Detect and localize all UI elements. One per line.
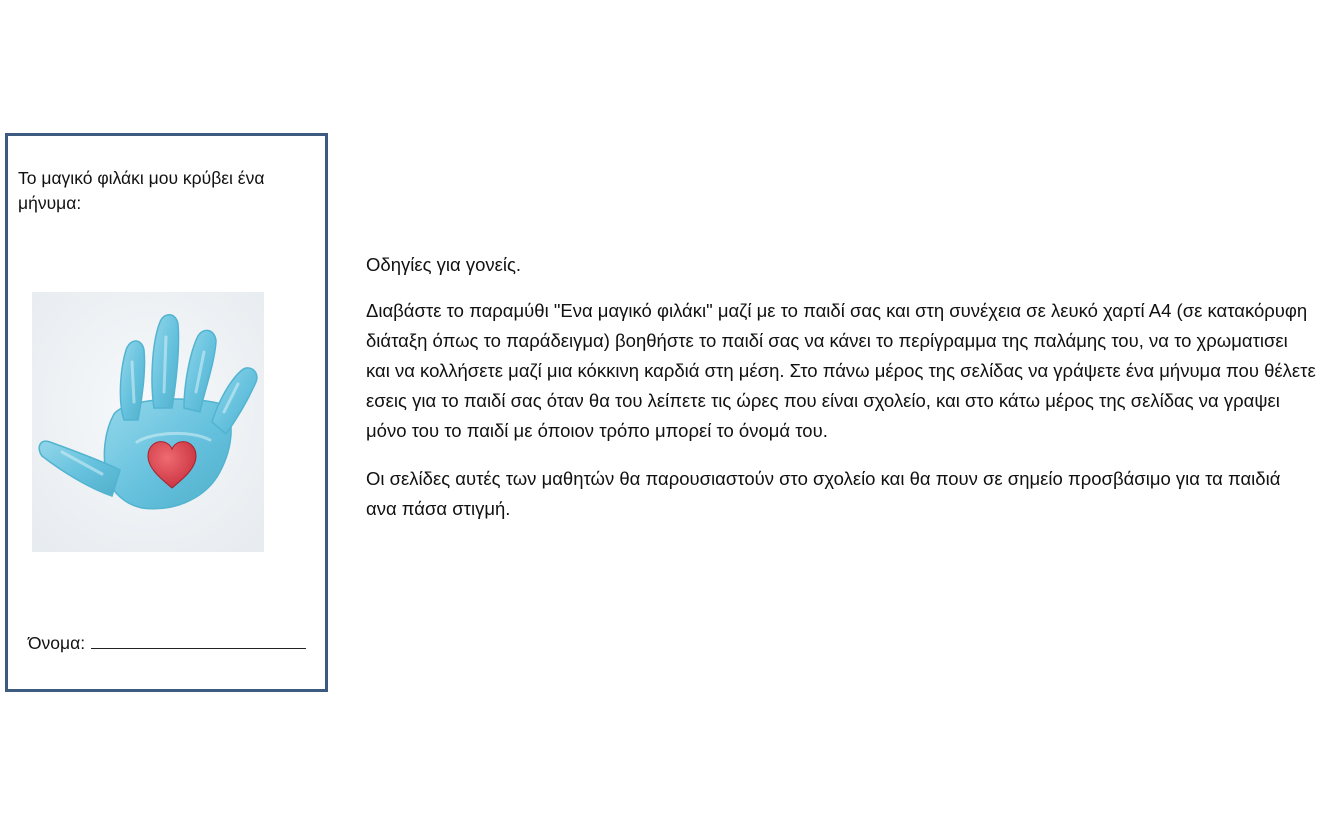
card-message-title: Το μαγικό φιλάκι μου κρύβει ένα μήνυμα: [18, 168, 265, 213]
instructions-paragraph-2: Οι σελίδες αυτές των μαθητών θα παρουσιαστούν στο σχολείο και θα πουν σε σημείο προσβάσιμο για τα παιδιά ανα πάσα στιγμή. [366, 468, 1281, 519]
parent-instructions [366, 250, 1316, 542]
name-label: Όνομα: [28, 633, 86, 653]
handprint-heart-image [32, 292, 264, 552]
example-card [5, 133, 328, 692]
instructions-paragraph-1: Διαβάστε το παραμύθι "Ενα μαγικό φιλάκι" μαζί με το παιδί σας και στη συνέχεια σε λευκό χαρτί Α4 (σε κατακόρυφη διάταξη όπως το παράδειγμα) βοηθήστε το παιδί σας να κάνει το περίγραμμα της παλάμης του, να το χρωματισει και να κολλήσετε μαζί μια κόκκινη καρδιά στη μέση. Στο πάνω μέρος της σελίδας να γράψετε ένα μήνυμα που θέλετε εσεις για το παιδί σας όταν θα του λείπετε τις ώρες που είναι σχολείο, και στο κάτω μέρος της σελίδας να γραψει μόνο του το παιδί με όποιον τρόπο μπορεί το όνομά του. [366, 300, 1316, 441]
instructions-heading: Οδηγίες για γονείς. [366, 254, 522, 275]
name-blank-line [91, 630, 306, 649]
name-field [28, 630, 306, 655]
